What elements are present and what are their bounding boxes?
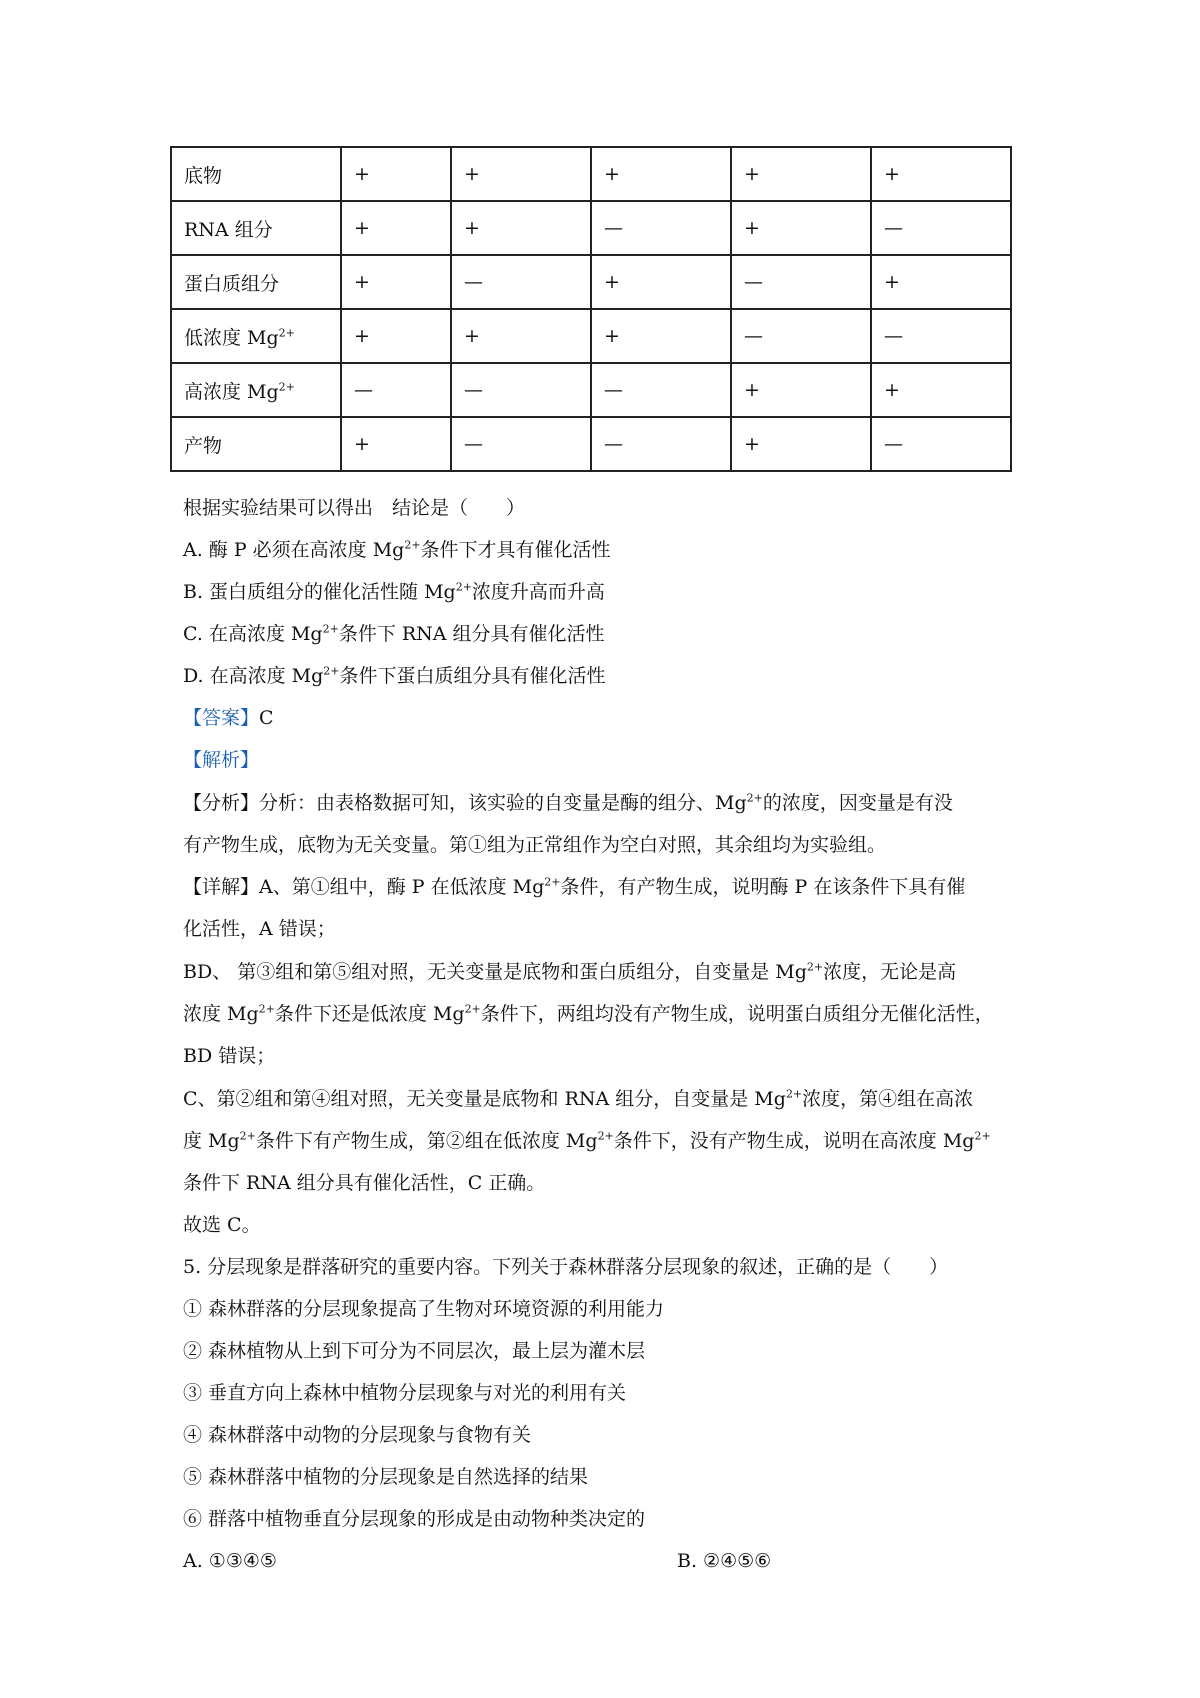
detail-line	[183, 1085, 973, 1113]
row-label: 底物	[171, 147, 341, 201]
detail-text: 浓度 Mg	[183, 1003, 259, 1025]
analysis-text: 分析：由表格数据可知，该实验的自变量是酶的组分、Mg	[259, 792, 747, 814]
table-row	[171, 147, 1011, 201]
superscript: 2+	[544, 875, 561, 889]
analysis-tag: 【解析】	[183, 749, 260, 771]
table-cell: —	[451, 417, 591, 471]
table-cell: +	[591, 147, 731, 201]
detail-text: 条件下，没有产物生成，说明在高浓度 Mg	[613, 1130, 975, 1152]
option-text: B. 蛋白质组分的催化活性随 Mg	[183, 581, 456, 603]
table-cell: —	[591, 201, 731, 255]
option-d	[183, 662, 606, 690]
option-text: A. 酶 P 必须在高浓度 Mg	[183, 539, 405, 561]
table-cell: +	[591, 255, 731, 309]
detail-line: 条件下 RNA 组分具有催化活性，C 正确。	[183, 1172, 546, 1194]
table-cell: —	[871, 201, 1011, 255]
table-cell: +	[731, 147, 871, 201]
answer-value: C	[259, 707, 274, 729]
detail-line: 化活性，A 错误；	[183, 918, 336, 940]
detail-line: BD 错误；	[183, 1045, 276, 1067]
superscript: 2+	[278, 326, 295, 340]
superscript: 2+	[746, 791, 763, 805]
table-cell: +	[871, 255, 1011, 309]
superscript: 2+	[322, 622, 339, 636]
xiangjie-tag: 【详解】	[183, 876, 260, 898]
superscript: 2+	[239, 1129, 256, 1143]
option-text: 条件下蛋白质组分具有催化活性	[339, 665, 606, 687]
q5-option-a: A. ①③④⑤	[183, 1550, 277, 1572]
table-cell: +	[731, 417, 871, 471]
fenxi-tag: 【分析】	[183, 792, 260, 814]
row-label-text: 低浓度 Mg	[184, 326, 279, 349]
table-row	[171, 255, 1011, 309]
table-cell: +	[451, 309, 591, 363]
superscript: 2+	[323, 664, 340, 678]
detail-line	[183, 873, 965, 901]
detail-text: 条件下有产物生成，第②组在低浓度 Mg	[255, 1130, 598, 1152]
table-cell: +	[341, 255, 451, 309]
table-cell: +	[451, 201, 591, 255]
detail-text: 度 Mg	[183, 1130, 240, 1152]
table-cell: —	[341, 363, 451, 417]
superscript: 2+	[464, 1002, 481, 1016]
analysis-heading	[183, 746, 259, 774]
detail-text: 条件下还是低浓度 Mg	[274, 1003, 465, 1025]
row-label	[171, 363, 341, 417]
table-cell: +	[591, 309, 731, 363]
detail-text: C、第②组和第④组对照，无关变量是底物和 RNA 组分，自变量是 Mg	[183, 1088, 786, 1110]
table-cell: +	[451, 147, 591, 201]
table-cell: —	[871, 309, 1011, 363]
detail-text: A、第①组中，酶 P 在低浓度 Mg	[259, 876, 545, 898]
table-cell: —	[451, 255, 591, 309]
option-a	[183, 536, 611, 564]
table-row	[171, 363, 1011, 417]
detail-line	[183, 1000, 994, 1028]
option-text: 浓度升高而升高	[471, 581, 605, 603]
table-cell: +	[341, 201, 451, 255]
detail-text: 浓度，第④组在高浓	[802, 1088, 974, 1110]
row-label: 产物	[171, 417, 341, 471]
table-row	[171, 309, 1011, 363]
table-cell: —	[731, 255, 871, 309]
table-cell: +	[341, 417, 451, 471]
experiment-table	[170, 146, 1012, 472]
detail-text: 条件，有产物生成，说明酶 P 在该条件下具有催	[560, 876, 966, 898]
superscript: 2+	[785, 1087, 803, 1101]
table-cell: —	[591, 417, 731, 471]
option-b	[183, 578, 605, 606]
superscript: 2+	[404, 538, 421, 552]
table-cell: +	[871, 147, 1011, 201]
table-row	[171, 417, 1011, 471]
table-cell: —	[451, 363, 591, 417]
table-cell: +	[871, 363, 1011, 417]
table-cell: +	[341, 147, 451, 201]
superscript: 2+	[974, 1129, 991, 1143]
option-text: D. 在高浓度 Mg	[183, 665, 324, 687]
detail-text: 浓度，无论是高	[823, 961, 957, 983]
analysis-line	[183, 789, 953, 817]
option-text: 条件下才具有催化活性	[420, 539, 611, 561]
option-c	[183, 620, 605, 648]
detail-text: BD、 第③组和第⑤组对照，无关变量是底物和蛋白质组分，自变量是 Mg	[183, 961, 807, 983]
detail-line	[183, 1127, 991, 1155]
answer-tag: 【答案】	[183, 707, 260, 729]
table-cell: —	[591, 363, 731, 417]
table-cell: —	[871, 417, 1011, 471]
statement-item: ② 森林植物从上到下可分为不同层次，最上层为灌木层	[183, 1340, 646, 1362]
row-label	[171, 309, 341, 363]
row-label: RNA 组分	[171, 201, 341, 255]
statement-item: ⑥ 群落中植物垂直分层现象的形成是由动物种类决定的	[183, 1508, 646, 1530]
question-stem: 根据实验结果可以得出 结论是（ ）	[183, 497, 526, 519]
row-label: 蛋白质组分	[171, 255, 341, 309]
table-cell: +	[341, 309, 451, 363]
option-text: C. 在高浓度 Mg	[183, 623, 323, 645]
q5-option-b: B. ②④⑤⑥	[677, 1550, 772, 1572]
detail-line	[183, 958, 956, 986]
superscript: 2+	[806, 960, 824, 974]
table-cell: +	[731, 363, 871, 417]
answer-line	[183, 704, 274, 732]
superscript: 2+	[455, 580, 472, 594]
superscript: 2+	[278, 380, 295, 394]
option-text: 条件下 RNA 组分具有催化活性	[338, 623, 605, 645]
table-row	[171, 201, 1011, 255]
analysis-line: 有产物生成，底物为无关变量。第①组为正常组作为空白对照，其余组均为实验组。	[183, 834, 887, 856]
table-cell: +	[731, 201, 871, 255]
statement-item: ③ 垂直方向上森林中植物分层现象与对光的利用有关	[183, 1382, 627, 1404]
detail-text: 条件下，两组均没有产物生成，说明蛋白质组分无催化活性，	[480, 1003, 994, 1025]
superscript: 2+	[597, 1129, 614, 1143]
question-5-stem: 5. 分层现象是群落研究的重要内容。下列关于森林群落分层现象的叙述，正确的是（ ）	[183, 1256, 949, 1278]
table-cell: —	[731, 309, 871, 363]
conclusion-line: 故选 C。	[183, 1214, 261, 1236]
superscript: 2+	[258, 1002, 275, 1016]
statement-item: ① 森林群落的分层现象提高了生物对环境资源的利用能力	[183, 1298, 665, 1320]
statement-item: ⑤ 森林群落中植物的分层现象是自然选择的结果	[183, 1466, 589, 1488]
analysis-text: 的浓度，因变量是有没	[762, 792, 953, 814]
row-label-text: 高浓度 Mg	[184, 380, 279, 403]
statement-item: ④ 森林群落中动物的分层现象与食物有关	[183, 1424, 532, 1446]
